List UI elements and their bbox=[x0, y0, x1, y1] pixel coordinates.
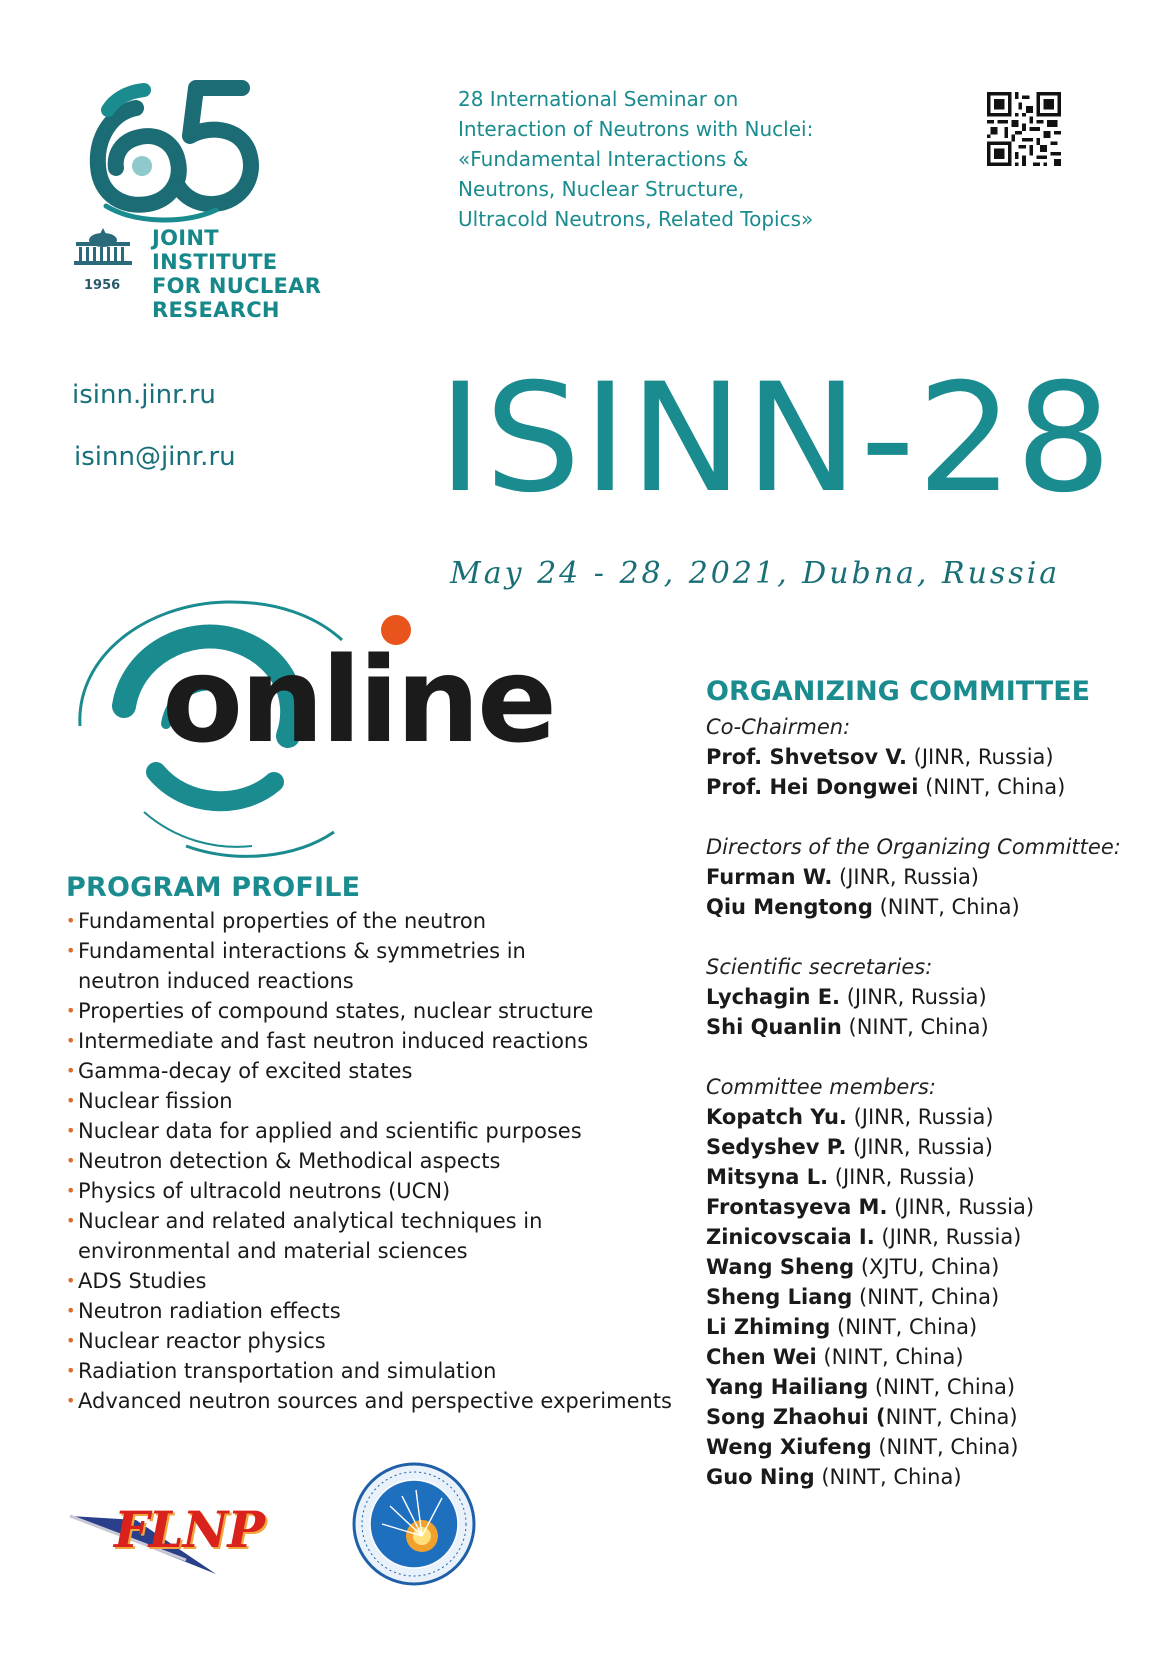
program-topic-text: • Physics of ultracold neutrons (UCN) bbox=[78, 1179, 451, 1203]
jinr-65-logo bbox=[66, 78, 336, 322]
online-logo bbox=[66, 596, 626, 866]
conference-title: ISINN-28 bbox=[438, 352, 1114, 526]
member-affiliation: (JINR, Russia) bbox=[828, 1165, 975, 1189]
program-topic-item bbox=[66, 906, 686, 936]
member-affiliation: (NINT, China) bbox=[814, 1465, 962, 1489]
committee-member bbox=[706, 1312, 1146, 1342]
program-topic-item bbox=[66, 1206, 686, 1266]
member-affiliation: (NINT, China) bbox=[830, 1315, 978, 1339]
committee-member bbox=[706, 1252, 1146, 1282]
member-affiliation: (JINR, Russia) bbox=[846, 1135, 993, 1159]
program-topic-text: • Gamma-decay of excited states bbox=[78, 1059, 413, 1083]
program-topic-text: environmental and material sciences bbox=[78, 1239, 468, 1263]
program-topic-item bbox=[66, 936, 686, 996]
committee-member bbox=[706, 742, 1146, 772]
member-affiliation: (NINT, China) bbox=[841, 1015, 989, 1039]
member-name: Guo Ning bbox=[706, 1465, 815, 1489]
member-affiliation: NINT, China) bbox=[885, 1405, 1018, 1429]
member-name: Song Zhaohui ( bbox=[706, 1405, 886, 1429]
program-topic-item bbox=[66, 1176, 686, 1206]
seminar-title-line: 28 International Seminar on bbox=[458, 87, 739, 111]
website-link[interactable]: isinn.jinr.ru bbox=[72, 380, 216, 410]
committee-role: Scientific secretaries: bbox=[706, 955, 933, 979]
seminar-title bbox=[458, 84, 878, 234]
member-name: Lychagin E. bbox=[706, 985, 841, 1009]
founding-year: 1956 bbox=[84, 278, 121, 293]
jinr-name bbox=[152, 226, 336, 322]
committee-member bbox=[706, 1372, 1146, 1402]
committee-group bbox=[706, 712, 1146, 802]
jinr-name-line: FOR NUCLEAR bbox=[152, 274, 322, 298]
member-name: Shi Quanlin bbox=[706, 1015, 842, 1039]
committee-member bbox=[706, 1402, 1146, 1432]
member-name: Li Zhiming bbox=[706, 1315, 831, 1339]
qr-code-icon[interactable] bbox=[987, 92, 1061, 166]
member-name: Wang Sheng bbox=[706, 1255, 855, 1279]
program-topic-item bbox=[66, 1266, 686, 1296]
committee-role: Directors of the Organizing Committee: bbox=[706, 835, 1121, 859]
seminar-title-line: Interaction of Neutrons with Nuclei: bbox=[458, 117, 814, 141]
program-topic-item bbox=[66, 1356, 686, 1386]
member-name: Prof. Hei Dongwei bbox=[706, 775, 919, 799]
program-topic-item bbox=[66, 1056, 686, 1086]
committee-role: Co-Chairmen: bbox=[706, 715, 851, 739]
member-affiliation: (NINT, China) bbox=[816, 1345, 964, 1369]
member-affiliation: (JINR, Russia) bbox=[840, 985, 987, 1009]
committee-member bbox=[706, 1192, 1146, 1222]
committee-member bbox=[706, 772, 1146, 802]
member-affiliation: (JINR, Russia) bbox=[887, 1195, 1035, 1219]
member-name: Furman W. bbox=[706, 865, 833, 889]
program-topic-text: • Nuclear data for applied and scientific purposes bbox=[78, 1119, 582, 1143]
program-topic-text: • Fundamental interactions & symmetries in bbox=[78, 939, 526, 963]
member-name: Sheng Liang bbox=[706, 1285, 853, 1309]
member-affiliation: (JINR, Russia) bbox=[874, 1225, 1022, 1249]
seminar-title-line: Ultracold Neutrons, Related Topics» bbox=[458, 207, 814, 231]
program-topic-text: • Neutron detection & Methodical aspects bbox=[78, 1149, 501, 1173]
committee-member bbox=[706, 1012, 1146, 1042]
online-wordmark: online bbox=[162, 631, 555, 769]
member-name: Sedyshev P. bbox=[706, 1135, 847, 1159]
committee-member bbox=[706, 1282, 1146, 1312]
program-topic-text: • Intermediate and fast neutron induced reactions bbox=[78, 1029, 589, 1053]
program-topic-item bbox=[66, 1326, 686, 1356]
member-name: Chen Wei bbox=[706, 1345, 817, 1369]
program-topic-text: • Nuclear and related analytical techniques in bbox=[78, 1209, 543, 1233]
committee-member bbox=[706, 1102, 1146, 1132]
member-name: Prof. Shvetsov V. bbox=[706, 745, 907, 769]
committee-member bbox=[706, 1132, 1146, 1162]
flnp-logo bbox=[66, 1486, 296, 1576]
email-link[interactable]: isinn@jinr.ru bbox=[74, 442, 236, 472]
committee-member bbox=[706, 982, 1146, 1012]
program-topic-text: • Fundamental properties of the neutron bbox=[78, 909, 487, 933]
jinr-name-line: JOINT INSTITUTE bbox=[152, 226, 278, 274]
committee-group bbox=[706, 832, 1146, 922]
member-name: Frontasyeva M. bbox=[706, 1195, 888, 1219]
organizing-committee bbox=[706, 676, 1146, 1522]
committee-role: Committee members: bbox=[706, 1075, 936, 1099]
program-profile-heading: PROGRAM PROFILE bbox=[66, 872, 361, 903]
member-name: Zinicovscaia I. bbox=[706, 1225, 875, 1249]
program-topic-text: • Properties of compound states, nuclear structure bbox=[78, 999, 594, 1023]
member-affiliation: (NINT, China) bbox=[872, 895, 1020, 919]
program-topic-item bbox=[66, 1296, 686, 1326]
program-topic-item bbox=[66, 1116, 686, 1146]
flnp-wordmark: FLNP bbox=[114, 1500, 264, 1559]
committee-heading: ORGANIZING COMMITTEE bbox=[706, 676, 1091, 707]
member-affiliation: (NINT, China) bbox=[868, 1375, 1016, 1399]
member-name: Weng Xiufeng bbox=[706, 1435, 872, 1459]
committee-member bbox=[706, 1162, 1146, 1192]
member-affiliation: (JINR, Russia) bbox=[832, 865, 980, 889]
jinr-name-line: RESEARCH bbox=[152, 298, 280, 322]
committee-group bbox=[706, 952, 1146, 1042]
program-topic-item bbox=[66, 1026, 686, 1056]
program-topic-text: • Nuclear fission bbox=[78, 1089, 233, 1113]
member-affiliation: (NINT, China) bbox=[871, 1435, 1019, 1459]
member-affiliation: (JINR, Russia) bbox=[846, 1105, 994, 1129]
program-topic-text: • ADS Studies bbox=[78, 1269, 207, 1293]
member-name: Kopatch Yu. bbox=[706, 1105, 847, 1129]
member-affiliation: (JINR, Russia) bbox=[906, 745, 1054, 769]
member-name: Mitsyna L. bbox=[706, 1165, 829, 1189]
member-affiliation: (XJTU, China) bbox=[854, 1255, 1000, 1279]
committee-member bbox=[706, 1222, 1146, 1252]
member-affiliation: (NINT, China) bbox=[852, 1285, 1000, 1309]
committee-member bbox=[706, 1342, 1146, 1372]
program-topic-text: • Advanced neutron sources and perspective experiments bbox=[78, 1389, 672, 1413]
seminar-title-line: Neutrons, Nuclear Structure, bbox=[458, 177, 745, 201]
program-topic-item bbox=[66, 1086, 686, 1116]
committee-member bbox=[706, 892, 1146, 922]
member-name: Yang Hailiang bbox=[706, 1375, 869, 1399]
committee-group bbox=[706, 1072, 1146, 1492]
program-topic-list bbox=[66, 906, 686, 1416]
committee-member bbox=[706, 1432, 1146, 1462]
conference-dates: May 24 - 28, 2021, Dubna, Russia bbox=[450, 556, 1061, 591]
program-topic-item bbox=[66, 1386, 686, 1416]
laboratory-seal-icon bbox=[352, 1462, 476, 1586]
program-topic-item bbox=[66, 1146, 686, 1176]
program-topic-item bbox=[66, 996, 686, 1026]
seminar-title-line: «Fundamental Interactions & bbox=[458, 147, 749, 171]
committee-groups bbox=[706, 712, 1146, 1492]
member-affiliation: (NINT, China) bbox=[918, 775, 1066, 799]
member-name: Qiu Mengtong bbox=[706, 895, 873, 919]
program-topic-text: • Radiation transportation and simulation bbox=[78, 1359, 497, 1383]
anniversary-65-icon bbox=[66, 78, 336, 228]
committee-member bbox=[706, 1462, 1146, 1492]
institute-building-icon bbox=[70, 224, 136, 268]
program-topic-text: • Neutron radiation effects bbox=[78, 1299, 341, 1323]
program-topic-text: neutron induced reactions bbox=[78, 969, 354, 993]
program-topic-text: • Nuclear reactor physics bbox=[78, 1329, 326, 1353]
committee-member bbox=[706, 862, 1146, 892]
